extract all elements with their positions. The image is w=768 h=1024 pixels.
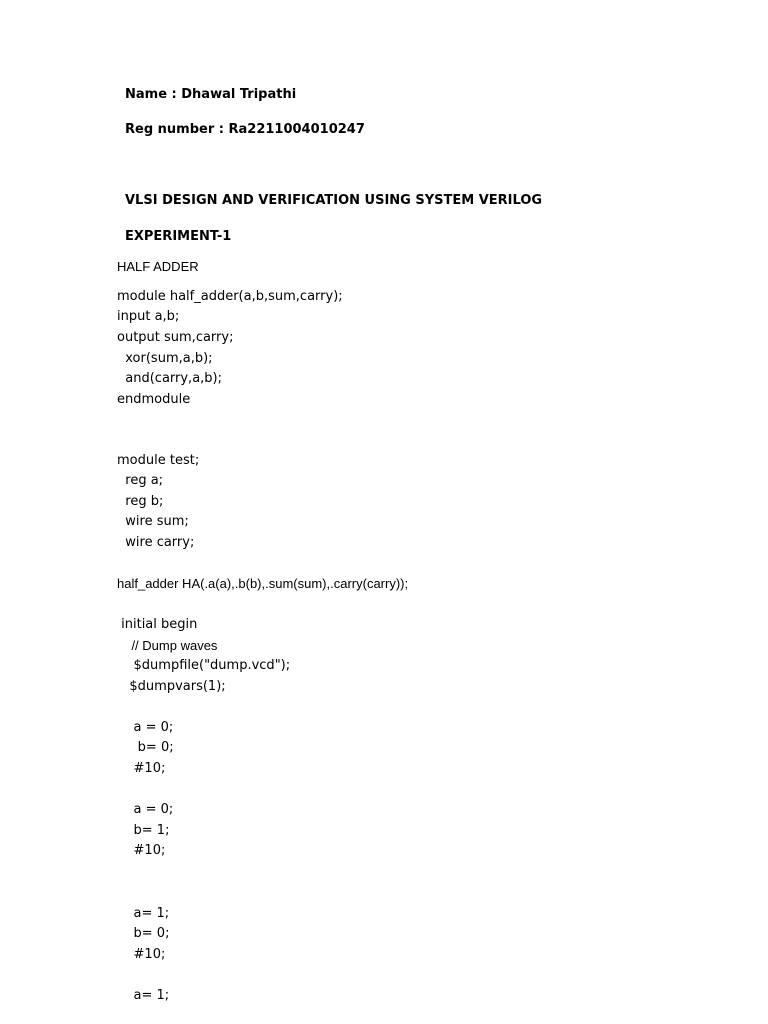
code-line: b= 1; [117, 823, 170, 838]
code-line: half_adder HA(.a(a),.b(b),.sum(sum),.carry(carry)); [117, 576, 409, 591]
code-comment: // Dump waves [117, 638, 218, 653]
code-line: xor(sum,a,b); [117, 351, 213, 366]
course-title: VLSI DESIGN AND VERIFICATION USING SYSTEM VERILOG [125, 193, 543, 208]
code-line: b= 0; [117, 740, 174, 755]
registration-number: Reg number : Ra2211004010247 [125, 122, 365, 137]
code-line: reg a; [117, 473, 164, 488]
code-line: #10; [117, 761, 166, 776]
code-line: $dumpfile("dump.vcd"); [117, 658, 291, 673]
code-line: $dumpvars(1); [117, 679, 226, 694]
code-line: module half_adder(a,b,sum,carry); [117, 289, 343, 304]
code-line: #10; [117, 947, 166, 962]
code-line: initial begin [117, 617, 198, 632]
student-name: Name : Dhawal Tripathi [125, 87, 297, 102]
code-line: a= 1; [117, 988, 170, 1003]
code-line: and(carry,a,b); [117, 371, 222, 386]
code-line: module test; [117, 453, 200, 468]
experiment-title: EXPERIMENT-1 [125, 229, 232, 244]
code-line: b= 0; [117, 926, 170, 941]
code-line: endmodule [117, 392, 191, 407]
code-line: output sum,carry; [117, 330, 234, 345]
code-line: a= 1; [117, 906, 170, 921]
code-line: a = 0; [117, 802, 174, 817]
code-line: a = 0; [117, 720, 174, 735]
code-line: wire carry; [117, 535, 195, 550]
code-line: input a,b; [117, 309, 180, 324]
section-title: HALF ADDER [117, 259, 199, 274]
code-line: wire sum; [117, 514, 189, 529]
code-line: reg b; [117, 494, 164, 509]
code-line: #10; [117, 843, 166, 858]
